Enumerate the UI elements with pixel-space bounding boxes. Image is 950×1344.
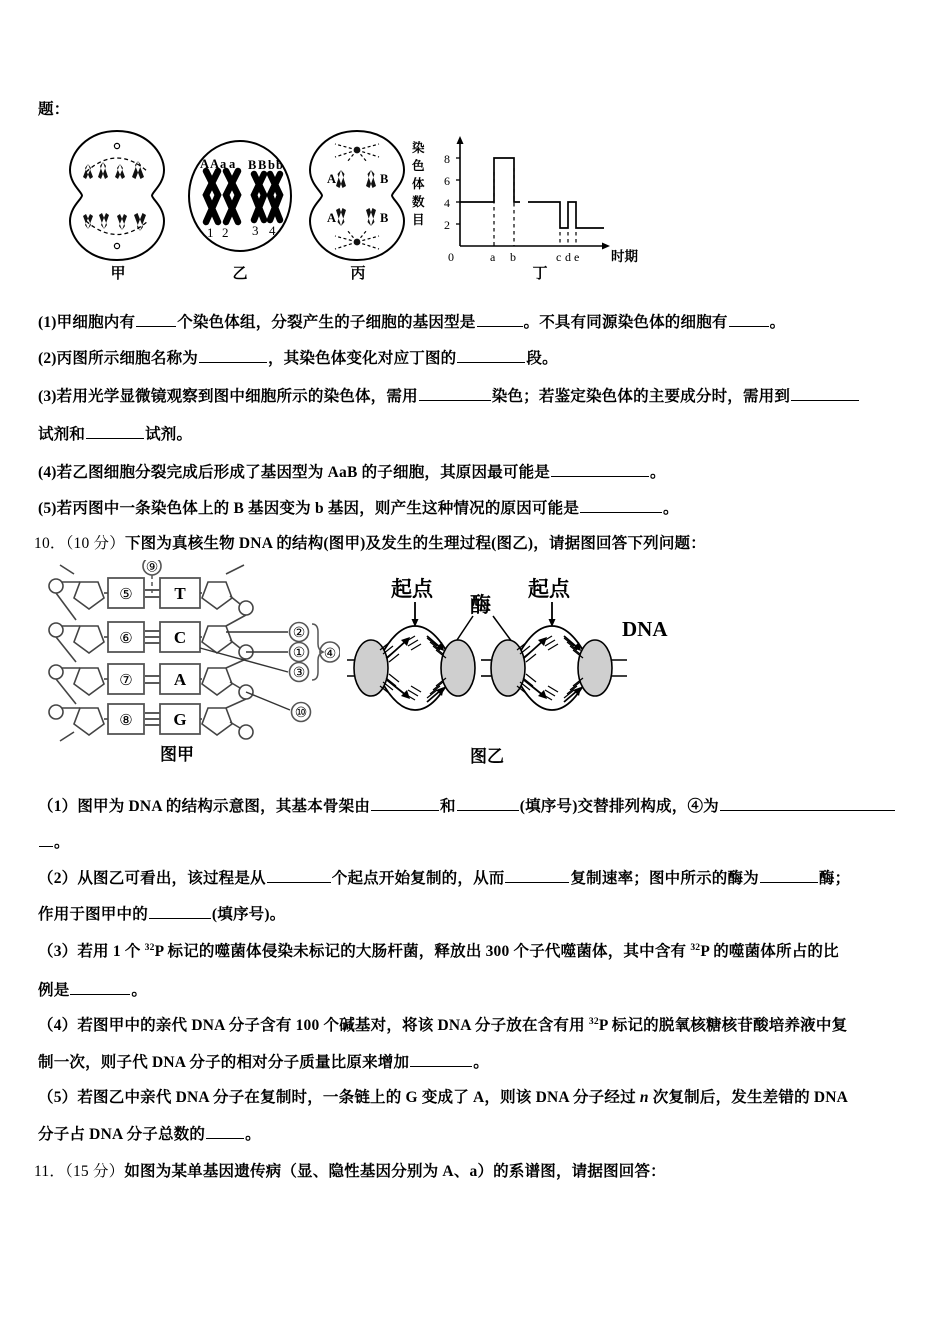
q10-p2-mid2: 复制速率；图中所示的酶为 (570, 870, 759, 887)
answer-blank[interactable] (477, 312, 523, 327)
dna-structure-diagram (40, 560, 340, 745)
dna-replication-diagram (345, 564, 690, 749)
q9-p5-prefix: (5)若丙图中一条染色体上的 B 基因变为 b 基因，则产生这种情况的原因可能是 (38, 500, 580, 517)
figure-group-meiosis (40, 120, 660, 285)
q11-score: （15 分） (65, 1163, 125, 1180)
svg-text:2: 2 (222, 225, 229, 240)
q9-p1-mid1: 个染色体组，分裂产生的子细胞的基因型是 (177, 314, 476, 331)
q10-part4-line1 (38, 1016, 847, 1036)
figure-caption-ding: 丁 (532, 266, 548, 282)
svg-text:a: a (490, 250, 496, 264)
q9-part5-line (38, 498, 679, 519)
svg-text:②: ② (292, 626, 306, 641)
answer-blank[interactable] (199, 348, 267, 363)
svg-text:C: C (173, 628, 187, 647)
q9-p2-prefix: (2)丙图所示细胞名称为 (38, 350, 198, 367)
answer-blank[interactable] (267, 868, 331, 883)
svg-text:c: c (556, 250, 562, 264)
answer-blank[interactable] (136, 312, 176, 327)
isotope-superscript: 32 (144, 941, 155, 953)
q10-p5-l2-prefix: 分子占 DNA 分子总数的 (38, 1126, 206, 1143)
q9-part3-line1 (38, 386, 860, 407)
q10-p3-prefix-b: P 标记的噬菌体侵染未标记的大肠杆菌，释放出 300 个子代噬菌体，其中含有 (154, 943, 691, 960)
svg-text:①: ① (292, 646, 306, 661)
q9-p4-suffix: 。 (650, 464, 666, 481)
isotope-superscript: 32 (690, 941, 701, 953)
answer-blank[interactable] (149, 904, 211, 919)
q9-p3-l2-prefix: 试剂和 (38, 426, 86, 443)
q9-p2-suffix: 段。 (526, 350, 558, 367)
svg-text:色: 色 (412, 159, 425, 173)
q10-part2-line2 (38, 904, 285, 925)
svg-text:⑩: ⑩ (294, 706, 308, 721)
svg-text:体: 体 (412, 177, 425, 191)
q10-p3-l2-prefix: 例是 (38, 982, 70, 999)
svg-text:染: 染 (412, 141, 425, 155)
svg-text:DNA: DNA (622, 617, 668, 641)
q9-p4-prefix: (4)若乙图细胞分裂完成后形成了基因型为 AaB 的子细胞，其原因最可能是 (38, 464, 551, 481)
answer-blank[interactable] (419, 386, 491, 401)
svg-text:A: A (327, 211, 337, 225)
svg-text:a: a (220, 157, 227, 171)
q10-p3-prefix-a: （3）若用 1 个 (38, 943, 145, 960)
answer-blank[interactable] (70, 980, 130, 995)
q10-stem-line (34, 534, 706, 554)
q10-score: （10 分） (65, 535, 125, 552)
svg-text:0: 0 (448, 250, 454, 264)
cell-diagram-yi (180, 138, 300, 258)
q10-part1-line2 (38, 832, 70, 853)
svg-text:4: 4 (444, 196, 450, 210)
answer-blank[interactable] (720, 796, 895, 811)
svg-text:4: 4 (269, 223, 276, 238)
q11-number: 11． (34, 1163, 66, 1180)
svg-text:B: B (380, 211, 389, 225)
q9-p1-suffix: 。 (769, 314, 786, 331)
q10-part4-line2 (38, 1052, 489, 1073)
q10-p1-line2: 。 (54, 834, 70, 851)
svg-text:B: B (248, 158, 257, 172)
figure-group-dna (40, 560, 690, 775)
svg-text:G: G (173, 710, 187, 729)
answer-blank[interactable] (457, 796, 519, 811)
svg-text:酶: 酶 (470, 593, 491, 617)
q9-p3-mid1: 染色；若鉴定染色体的主要成分时，需用到 (491, 388, 791, 405)
answer-blank[interactable] (580, 498, 662, 513)
figure-caption-jia: 甲 (110, 266, 126, 282)
q10-part1-line1 (38, 796, 896, 817)
q10-p3-l2-suffix: 。 (131, 982, 148, 999)
svg-text:③: ③ (292, 666, 306, 681)
q11-stem: 如图为某单基因遗传病（显、隐性基因分别为 A、a）的系谱图，请据图回答： (124, 1163, 666, 1180)
answer-blank[interactable] (39, 832, 53, 847)
answer-blank[interactable] (410, 1052, 472, 1067)
svg-text:A: A (200, 157, 210, 171)
cell-diagram-jia (52, 128, 182, 263)
svg-text:2: 2 (444, 218, 450, 232)
variable-n: n (639, 1089, 649, 1106)
answer-blank[interactable] (206, 1124, 244, 1139)
svg-text:b: b (276, 158, 283, 172)
answer-blank[interactable] (86, 424, 144, 439)
cell-diagram-bing (295, 128, 420, 263)
top-fragment-label: 题： (38, 101, 70, 118)
svg-text:3: 3 (252, 223, 259, 238)
figure-caption-bing: 丙 (350, 266, 366, 282)
q10-p4-prefix-a: （4）若图甲中的亲代 DNA 分子含有 100 个碱基对，将该 DNA 分子放在含有用 (38, 1017, 589, 1034)
q10-part5-line2 (38, 1124, 261, 1145)
q10-p2-l2-prefix: 作用于图甲中的 (38, 906, 148, 923)
isotope-superscript: 32 (588, 1015, 599, 1027)
q10-p1-prefix: （1）图甲为 DNA 的结构示意图，其基本骨架由 (38, 798, 371, 815)
svg-text:d: d (565, 250, 571, 264)
figure2-caption-yi: 图乙 (470, 747, 504, 766)
q10-p4-prefix-b: P 标记的脱氧核糖核苷酸培养液中复 (598, 1017, 848, 1034)
svg-text:B: B (380, 172, 389, 186)
figure2-caption-jia: 图甲 (160, 745, 194, 764)
svg-text:④: ④ (323, 647, 337, 662)
q10-p2-prefix: （2）从图乙可看出，该过程是从 (38, 870, 266, 887)
svg-text:1: 1 (207, 225, 214, 240)
chart-chromosome-number (408, 128, 658, 268)
svg-text:⑦: ⑦ (119, 673, 133, 689)
svg-text:数: 数 (412, 195, 425, 209)
svg-text:T: T (174, 584, 186, 603)
q10-number: 10． (34, 535, 66, 552)
answer-blank[interactable] (551, 462, 649, 477)
q10-part2-line1 (38, 868, 850, 889)
svg-text:A: A (327, 172, 337, 186)
answer-blank[interactable] (505, 868, 569, 883)
svg-text:a: a (229, 157, 236, 171)
svg-text:8: 8 (444, 152, 450, 166)
svg-text:起点: 起点 (391, 577, 433, 601)
q9-part2-line (38, 348, 558, 369)
answer-blank[interactable] (729, 312, 769, 327)
svg-text:A: A (210, 157, 220, 171)
answer-blank[interactable] (457, 348, 525, 363)
answer-blank[interactable] (371, 796, 439, 811)
svg-text:起点: 起点 (528, 577, 570, 601)
q10-p1-mid1: 和 (440, 798, 456, 815)
svg-text:⑧: ⑧ (119, 713, 133, 729)
q9-part1-line (38, 312, 785, 333)
svg-text:目: 目 (412, 213, 425, 227)
svg-text:6: 6 (444, 174, 450, 188)
q10-stem: 下图为真核生物 DNA 的结构(图甲)及发生的生理过程(图乙)，请据图回答下列问题： (124, 535, 706, 552)
figure-caption-yi: 乙 (232, 266, 248, 282)
q9-p1-mid2: 。不具有同源染色体的细胞有 (523, 314, 728, 331)
q10-p5-prefix-b: 次复制后，发生差错的 DNA (648, 1089, 849, 1106)
q10-p5-prefix-a: （5）若图乙中亲代 DNA 分子在复制时，一条链上的 G 变成了 A，则该 DNA 分子经过 (38, 1089, 640, 1106)
svg-text:B: B (258, 158, 267, 172)
q10-p1-mid2: (填序号)交替排列构成，④为 (519, 798, 719, 815)
svg-text:A: A (173, 670, 187, 689)
answer-blank[interactable] (760, 868, 818, 883)
answer-blank[interactable] (791, 386, 859, 401)
q11-stem-line (34, 1162, 666, 1182)
q10-part3-line1 (38, 942, 839, 962)
q10-p4-l2-prefix: 制一次，则子代 DNA 分子的相对分子质量比原来增加 (38, 1054, 410, 1071)
svg-text:时期: 时期 (611, 249, 638, 264)
q9-p3-l2-suffix: 试剂。 (145, 426, 193, 443)
svg-text:b: b (268, 158, 275, 172)
q9-p1-prefix: (1)甲细胞内有 (38, 314, 136, 331)
q9-p5-suffix: 。 (663, 500, 679, 517)
q10-p2-mid1: 个起点开始复制的，从而 (331, 870, 505, 887)
svg-text:⑨: ⑨ (145, 560, 159, 576)
q10-p3-prefix-c: P 的噬菌体所占的比 (700, 943, 839, 960)
q10-p4-l2-suffix: 。 (473, 1054, 489, 1071)
q10-part3-line2 (38, 980, 147, 1001)
svg-text:b: b (510, 250, 516, 264)
svg-text:e: e (574, 250, 580, 264)
q9-p3-prefix: (3)若用光学显微镜观察到图中细胞所示的染色体，需用 (38, 388, 418, 405)
q10-p2-l2-suffix: (填序号)。 (211, 906, 286, 923)
top-fragment-text (38, 100, 69, 120)
svg-text:⑤: ⑤ (119, 587, 133, 603)
q9-part4-line (38, 462, 666, 483)
q10-p2-mid3: 酶； (818, 870, 851, 887)
svg-text:⑥: ⑥ (119, 631, 133, 647)
q10-part5-line1 (38, 1088, 848, 1108)
q9-part3-line2 (38, 424, 192, 445)
q10-p5-l2-suffix: 。 (245, 1126, 261, 1143)
q9-p2-mid1: ，其染色体变化对应丁图的 (267, 350, 457, 367)
